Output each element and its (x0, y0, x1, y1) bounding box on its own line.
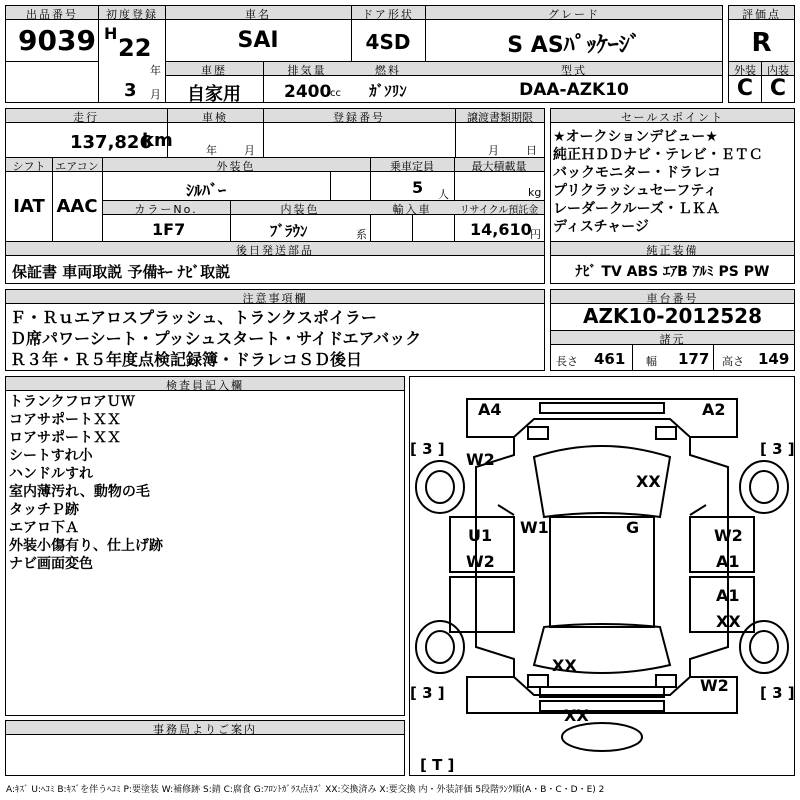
plate-label: 登録番号 (333, 111, 385, 124)
inspector-line: タッチＰ跡 (9, 502, 79, 518)
inspector-line: ロアサポートＸＸ (9, 430, 121, 446)
load-unit: kg (528, 186, 542, 199)
shift-label: シフト (12, 160, 46, 173)
equip-label: 純正装備 (646, 244, 699, 257)
inspector-line: トランクフロアＵＷ (9, 394, 135, 410)
legend: A:ｷｽﾞ U:ﾍｺﾐ B:ｷｽﾞを伴うﾍｺﾐ P:要塗装 W:補修跡 S:錆 C:腐食 G:ﾌﾛﾝﾄｶﾞﾗｽ点ｷｽﾞ XX:交換済み X:要交換 内・外装評価 5段階ﾗﾝｸ順(A・B・C・D・E) 2 (6, 785, 605, 795)
tire-front-left: [ 3 ] (410, 440, 445, 458)
disp-unit: cc (330, 88, 341, 99)
mileage-unit: km (142, 130, 173, 151)
color-label: 外装色 (216, 160, 256, 173)
color: ｼﾙﾊﾞｰ (186, 181, 227, 200)
notes-line: Ｄ席パワーシート・プッシュスタート・サイドエアバック (10, 329, 422, 348)
inspector-line: ハンドルすれ (9, 466, 93, 482)
dims-label: 諸元 (659, 333, 686, 346)
tire-spare: [ T ] (420, 756, 455, 774)
sales-point-line: バックモニター・ドラレコ (553, 165, 721, 181)
mark-w2-left-door: W2 (466, 552, 495, 571)
mark-a4: A4 (478, 400, 502, 419)
shift: IAT (13, 196, 45, 217)
inspector-line: 室内薄汚れ、動物の毛 (9, 484, 150, 500)
capacity: 5 (412, 178, 424, 197)
mileage-label: 走行 (73, 111, 99, 124)
inspector-notes (9, 393, 399, 573)
ext-grade: C (736, 76, 754, 101)
reg-label: 初度登録 (106, 8, 158, 21)
score: R (751, 28, 772, 58)
interior-color: ﾌﾞﾗｳﾝ (270, 222, 308, 240)
displacement: 2400 (284, 82, 332, 102)
inspector-label: 検査員記入欄 (166, 379, 244, 392)
colorno-label: カラーNo. (134, 203, 198, 216)
mark-a1-right-rear: A1 (716, 586, 740, 605)
year-unit: 年 (150, 64, 161, 77)
ac-label: エアコン (55, 160, 99, 173)
ac: AAC (56, 196, 98, 217)
era: H (104, 24, 118, 43)
mark-w2-front-left: W2 (466, 450, 495, 469)
month-unit: 月 (150, 88, 161, 101)
later-parts: 保証書 車両取説 予備ｷｰ ﾅﾋﾞ取説 (12, 263, 231, 281)
notes-line: Ｒ３年・Ｒ５年度点検記録簿・ドラレコＳＤ後日 (10, 350, 363, 369)
load-label: 最大積載量 (471, 160, 527, 173)
inspector-line: 外装小傷有り、仕上げ跡 (9, 538, 163, 554)
notes-label: 注意事項欄 (242, 292, 308, 305)
length-label: 長さ (556, 355, 578, 368)
recycle-unit: 円 (530, 228, 541, 241)
sales-label: セールスポイント (620, 111, 724, 124)
mark-w2-right-door: W2 (714, 526, 743, 545)
inspection-year-unit: 年 (206, 144, 217, 157)
mark-xx-rear-bumper: XX (564, 706, 589, 725)
tire-front-right: [ 3 ] (760, 440, 795, 458)
lot-label: 出品番号 (26, 8, 78, 21)
car-name-label: 車名 (245, 8, 271, 21)
car-diagram (410, 377, 794, 775)
sales-point-line: レーダークルーズ・ＬＫＡ (553, 201, 720, 217)
model-code: DAA-AZK10 (519, 80, 629, 100)
sales-points (553, 128, 793, 236)
sales-point-line: プリクラッシュセーフティ (553, 183, 718, 199)
recycle-label: リサイクル預託金 (459, 205, 539, 216)
color-number: 1F7 (152, 220, 186, 239)
score-label: 評価点 (742, 8, 781, 21)
int-label: 内装 (767, 64, 789, 77)
mark-a1-right-front: A1 (716, 552, 740, 571)
lot-number: 9039 (18, 24, 96, 57)
chassis-label: 車台番号 (646, 292, 699, 305)
chassis-number: AZK10-2012528 (582, 304, 763, 328)
disp-label: 排気量 (287, 64, 327, 77)
door-type: 4SD (365, 30, 411, 54)
mark-u1: U1 (468, 526, 493, 545)
sales-point-line: 純正ＨＤＤナビ・テレビ・ＥＴＣ (553, 147, 763, 163)
height: 149 (758, 350, 790, 368)
width: 177 (678, 350, 710, 368)
office-label: 事務局よりご案内 (153, 723, 257, 736)
transfer-month-unit: 月 (488, 144, 499, 157)
int-grade: C (769, 76, 787, 101)
mark-g: G (626, 518, 640, 537)
capacity-unit: 人 (438, 188, 449, 201)
inspector-line: エアロ下Ａ (9, 520, 79, 536)
transfer-label: 譲渡書類期限 (467, 111, 533, 124)
import-label: 輸入車 (392, 203, 432, 216)
car-name: SAI (237, 28, 279, 53)
mark-xx-roof: XX (636, 472, 661, 491)
inspection-label: 車検 (202, 111, 228, 124)
tire-rear-right: [ 3 ] (760, 684, 795, 702)
capacity-label: 乗車定員 (390, 160, 434, 173)
inspector-line: シートすれ小 (9, 448, 93, 464)
model-label: 型式 (561, 64, 587, 77)
intcolor-label: 内装色 (280, 203, 320, 216)
inspector-line: コアサポートＸＸ (9, 412, 121, 428)
history: 自家用 (187, 84, 241, 105)
length: 461 (594, 350, 626, 368)
notes-text (10, 307, 540, 370)
mileage: 137,826 (70, 132, 152, 153)
intcolor-unit: 系 (356, 228, 367, 241)
later-parts-label: 後日発送部品 (236, 244, 314, 257)
grade: S ASﾊﾟｯｹｰｼﾞ (507, 33, 641, 58)
recycle-fee: 14,610 (470, 220, 532, 239)
reg-month: 3 (124, 80, 137, 101)
width-label: 幅 (646, 355, 657, 368)
ext-label: 外装 (734, 64, 756, 77)
mark-w1: W1 (520, 518, 549, 537)
equipment: ﾅﾋﾞ TV ABS ｴｱB ｱﾙﾐ PS PW (575, 264, 770, 280)
mark-w2-rear-right: W2 (700, 676, 729, 695)
inspector-line: ナビ画面変色 (9, 556, 93, 572)
mark-xx-trunk: XX (552, 656, 577, 675)
history-label: 車歴 (201, 64, 227, 77)
mark-a2: A2 (702, 400, 726, 419)
grade-label: グレード (548, 8, 600, 21)
fuel-label: 燃料 (375, 64, 401, 77)
sales-point-line: ★オークションデビュー★ (553, 129, 718, 145)
transfer-day-unit: 日 (526, 144, 537, 157)
mark-xx-right-rear: XX (716, 612, 741, 631)
door-label: ドア形状 (362, 8, 414, 21)
notes-line: Ｆ・Ｒｕエアロスプラッシュ、トランクスポイラー (10, 308, 377, 327)
inspection-month-unit: 月 (244, 144, 255, 157)
sales-point-line: ディスチャージ (553, 219, 649, 235)
tire-rear-left: [ 3 ] (410, 684, 445, 702)
reg-year: 22 (118, 34, 152, 62)
fuel: ｶﾞｿﾘﾝ (369, 82, 407, 100)
height-label: 高さ (722, 355, 744, 368)
